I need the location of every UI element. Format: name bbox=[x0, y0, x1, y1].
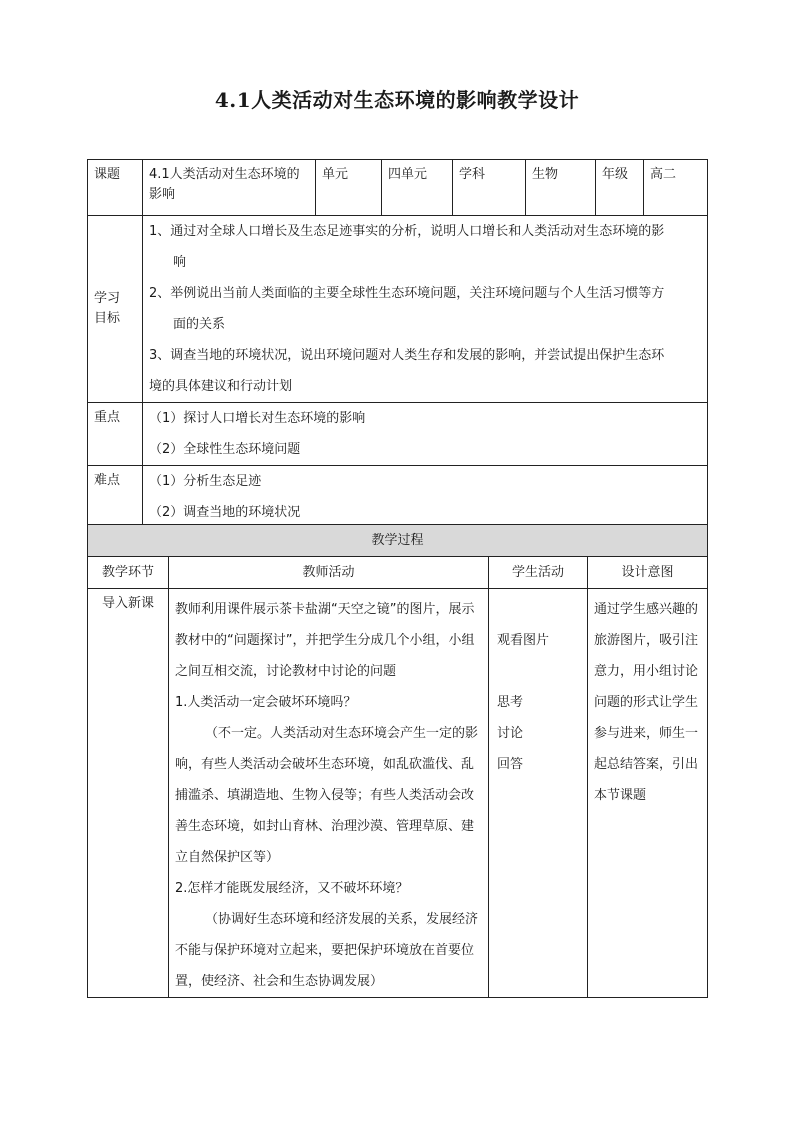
header-student-activity: 学生活动 bbox=[489, 557, 588, 589]
question-2: 2.怎样才能既发展经济，又不破坏环境？ bbox=[175, 881, 409, 896]
spacer bbox=[497, 594, 581, 625]
difficult-point-item: （2）调查当地的环境状况 bbox=[149, 505, 301, 520]
process-header-row bbox=[88, 557, 708, 589]
subject-label: 学科 bbox=[453, 160, 526, 216]
goal-item-continued: 境的具体建议和行动计划 bbox=[149, 379, 293, 394]
key-point-item: （2）全球性生态环境问题 bbox=[149, 442, 301, 457]
goals-label-text: 学习目标 bbox=[94, 291, 121, 326]
answer-1: （不一定。人类活动对生态环境会产生一定的影响，有些人类活动会破坏生态环境，如乱砍滥伐、乱捕滥杀、填湖造地、生物入侵等；有些人类活动会改善生态环境，如封山育林、治理沙漠、管理草原、建立自然保护区等） bbox=[175, 726, 479, 865]
student-activity-item: 讨论 bbox=[497, 726, 524, 741]
process-banner: 教学过程 bbox=[88, 525, 708, 557]
question-1: 1.人类活动一定会破坏环境吗？ bbox=[175, 695, 357, 710]
teacher-intro: 教师利用课件展示茶卡盐湖“天空之镜”的图片，展示教材中的“问题探讨”，并把学生分成几个小组，小组之间互相交流，讨论教材中讨论的问题 bbox=[175, 602, 475, 679]
grade-label: 年级 bbox=[596, 160, 644, 216]
goals-label bbox=[88, 216, 143, 403]
key-points-content bbox=[143, 403, 708, 466]
process-row-intro bbox=[88, 589, 708, 998]
goal-item-text: 2、举例说出当前人类面临的主要全球性生态环境问题，关注环境问题与个人生活习惯等方 bbox=[149, 286, 665, 301]
course-info-table bbox=[87, 159, 708, 529]
header-teacher-activity: 教师活动 bbox=[169, 557, 489, 589]
goal-item-text: 1、通过对全球人口增长及生态足迹事实的分析，说明人口增长和人类活动对生态环境的影 bbox=[149, 224, 665, 239]
goal-item bbox=[149, 278, 701, 340]
header-stage: 教学环节 bbox=[88, 557, 169, 589]
goal-item-continued: 响 bbox=[173, 255, 187, 270]
difficult-points-label: 难点 bbox=[88, 466, 143, 529]
header-design-intent: 设计意图 bbox=[588, 557, 708, 589]
goal-item-continued: 面的关系 bbox=[173, 317, 226, 332]
design-intent-cell bbox=[588, 589, 708, 998]
student-activity-item: 思考 bbox=[497, 695, 524, 710]
design-intent-text: 通过学生感兴趣的旅游图片，吸引注意力，用小组讨论问题的形式让学生参与进来，师生一起总结答案，引出本节课题 bbox=[594, 602, 699, 803]
student-activity-cell bbox=[489, 589, 588, 998]
topic-label: 课题 bbox=[88, 160, 143, 216]
unit-label: 单元 bbox=[316, 160, 382, 216]
topic-value: 4.1人类活动对生态环境的影响 bbox=[143, 160, 316, 216]
goal-item-text: 3、调查当地的环境状况，说出环境问题对人类生存和发展的影响，并尝试提出保护生态环 bbox=[149, 348, 665, 363]
difficult-points-content bbox=[143, 466, 708, 529]
student-activity-item: 观看图片 bbox=[497, 633, 550, 648]
difficult-points-row bbox=[88, 466, 708, 529]
document-title: 4.1人类活动对生态环境的影响教学设计 bbox=[214, 88, 580, 112]
key-points-row bbox=[88, 403, 708, 466]
teaching-process-table bbox=[87, 524, 708, 998]
subject-value: 生物 bbox=[526, 160, 596, 216]
difficult-point-item: （1）分析生态足迹 bbox=[149, 474, 262, 489]
goals-content bbox=[143, 216, 708, 403]
key-point-item: （1）探讨人口增长对生态环境的影响 bbox=[149, 411, 366, 426]
process-banner-row bbox=[88, 525, 708, 557]
grade-value: 高二 bbox=[644, 160, 708, 216]
info-row bbox=[88, 160, 708, 216]
key-points-label: 重点 bbox=[88, 403, 143, 466]
student-activity-item: 回答 bbox=[497, 757, 524, 772]
spacer bbox=[497, 656, 581, 687]
answer-2: （协调好生态环境和经济发展的关系，发展经济不能与保护环境对立起来，要把保护环境放在首要位置，使经济、社会和生态协调发展） bbox=[175, 912, 479, 989]
unit-value: 四单元 bbox=[382, 160, 453, 216]
goal-item bbox=[149, 216, 701, 278]
teacher-activity-cell bbox=[169, 589, 489, 998]
stage-cell: 导入新课 bbox=[88, 589, 169, 998]
goals-row bbox=[88, 216, 708, 403]
goal-item bbox=[149, 340, 701, 402]
